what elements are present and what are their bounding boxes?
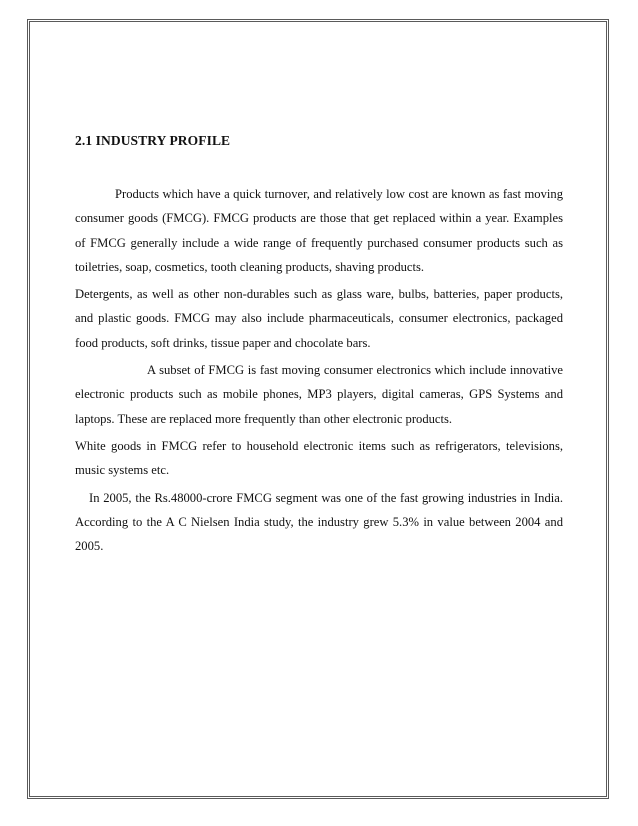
paragraph-white-goods: White goods in FMCG refer to household electronic items such as refrigerators, televisions, music systems etc. xyxy=(75,438,563,478)
paragraph-consumer-electronics: A subset of FMCG is fast moving consumer electronics which include innovative electronic products such as mobile phones, MP3 players, digital cameras, GPS Systems and laptops. These are replaced more frequently than other electronic products. xyxy=(75,363,563,426)
body-text xyxy=(75,182,563,558)
paragraph-detergents: Detergents, as well as other non-durables such as glass ware, bulbs, batteries, paper products, and plastic goods. FMCG may also include pharmaceuticals, consumer electronics, packaged food products, soft drinks, tissue paper and chocolate bars. xyxy=(75,287,563,350)
section-heading: 2.1 INDUSTRY PROFILE xyxy=(75,133,231,148)
paragraph-fmcg-definition: Products which have a quick turnover, and relatively low cost are known as fast moving consumer goods (FMCG). FMCG products are those that get replaced within a year. Examples of FMCG generally include a wide range of frequently purchased consumer products such as toiletries, soap, cosmetics, tooth cleaning products, shaving products. xyxy=(75,187,563,274)
paragraph-market-growth: In 2005, the Rs.48000-crore FMCG segment was one of the fast growing industries in India. According to the A C Nielsen India study, the industry grew 5.3% in value between 2004 and 2005. xyxy=(75,490,563,554)
